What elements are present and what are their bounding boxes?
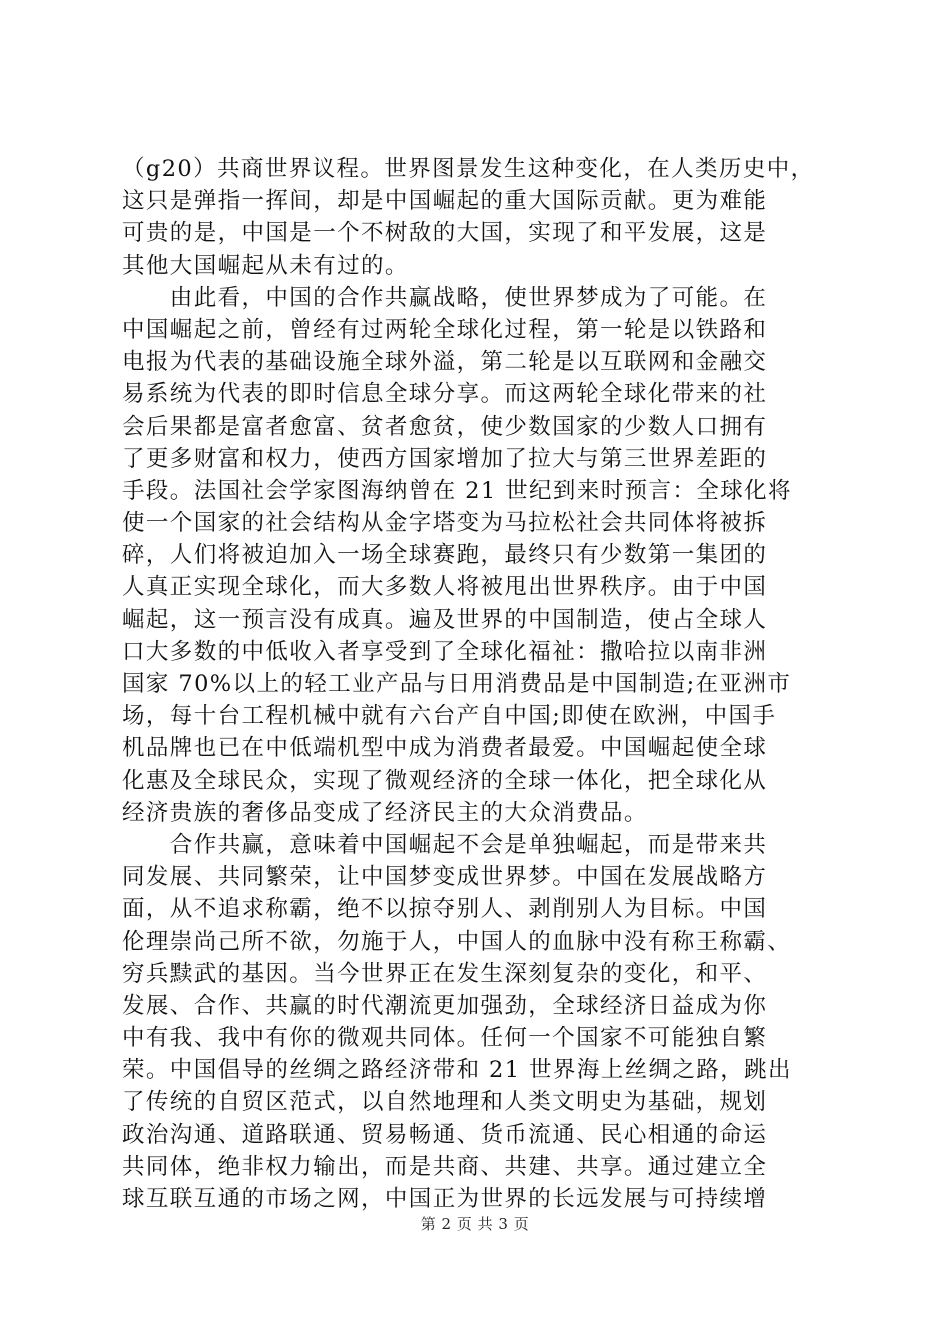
text-line: 机品牌也已在中低端机型中成为消费者最爱。中国崛起使全球: [122, 735, 768, 762]
text-line: 经济贵族的奢侈品变成了经济民主的大众消费品。: [122, 799, 648, 826]
text-line: 面，从不追求称霸，绝不以掠夺别人、剥削别人为目标。中国: [122, 896, 768, 923]
text-line: 化惠及全球民众，实现了微观经济的全球一体化，把全球化从: [122, 767, 768, 794]
text-line: 同发展、共同繁荣，让中国梦变成世界梦。中国在发展战略方: [122, 864, 768, 891]
text-line: 国家 70%以上的轻工业产品与日用消费品是中国制造;在亚洲市: [122, 671, 792, 697]
text-line: 政治沟通、道路联通、贸易畅通、货币流通、民心相通的命运: [122, 1121, 768, 1148]
text-line: 手段。法国社会学家图海纳曾在 21 世纪到来时预言：全球化将: [122, 477, 792, 504]
text-line: 崛起，这一预言没有成真。遍及世界的中国制造，使占全球人: [122, 606, 768, 633]
text-line: 合作共赢，意味着中国崛起不会是单独崛起，而是带来共: [122, 831, 768, 858]
text-line: 共同体，绝非权力输出，而是共商、共建、共享。通过建立全: [122, 1153, 768, 1180]
text-line: 中国崛起之前，曾经有过两轮全球化过程，第一轮是以铁路和: [122, 316, 768, 343]
text-line: 会后果都是富者愈富、贫者愈贫，使少数国家的少数人口拥有: [122, 413, 768, 440]
text-line: 电报为代表的基础设施全球外溢，第二轮是以互联网和金融交: [122, 349, 768, 376]
text-line: 人真正实现全球化，而大多数人将被甩出世界秩序。由于中国: [122, 574, 768, 601]
text-line: 其他大国崛起从未有过的。: [122, 252, 409, 279]
page-footer: 第 2 页 共 3 页: [420, 1215, 530, 1233]
text-line: （g20）共商世界议程。世界图景发生这种变化，在人类历史中，: [122, 156, 815, 182]
text-line: 球互联互通的市场之网，中国正为世界的长远发展与可持续增: [122, 1186, 768, 1212]
text-line: 荣。中国倡导的丝绸之路经济带和 21 世界海上丝绸之路，跳出: [122, 1057, 792, 1084]
text-line: 场，每十台工程机械中就有六台产自中国;即使在欧洲，中国手: [122, 703, 777, 730]
text-line: 使一个国家的社会结构从金字塔变为马拉松社会共同体将被拆: [122, 510, 768, 537]
text-line: 可贵的是，中国是一个不树敌的大国，实现了和平发展，这是: [122, 220, 768, 247]
text-line: 发展、合作、共赢的时代潮流更加强劲，全球经济日益成为你: [122, 992, 768, 1019]
text-line: 了更多财富和权力，使西方国家增加了拉大与第三世界差距的: [122, 445, 768, 472]
text-line: 这只是弹指一挥间，却是中国崛起的重大国际贡献。更为难能: [122, 188, 768, 215]
document-body: [122, 153, 834, 1215]
text-line: 口大多数的中低收入者享受到了全球化福祉：撒哈拉以南非洲: [122, 638, 768, 665]
text-line: 穷兵黩武的基因。当今世界正在发生深刻复杂的变化，和平、: [122, 960, 768, 987]
text-line: 伦理崇尚己所不欲，勿施于人，中国人的血脉中没有称王称霸、: [122, 928, 792, 955]
text-line: 中有我、我中有你的微观共同体。任何一个国家不可能独自繁: [122, 1025, 768, 1052]
text-line: 易系统为代表的即时信息全球分享。而这两轮全球化带来的社: [122, 381, 768, 408]
text-line: 由此看，中国的合作共赢战略，使世界梦成为了可能。在: [122, 284, 768, 311]
text-line: 碎，人们将被迫加入一场全球赛跑，最终只有少数第一集团的: [122, 542, 768, 569]
text-line: 了传统的自贸区范式，以自然地理和人类文明史为基础，规划: [122, 1089, 768, 1116]
